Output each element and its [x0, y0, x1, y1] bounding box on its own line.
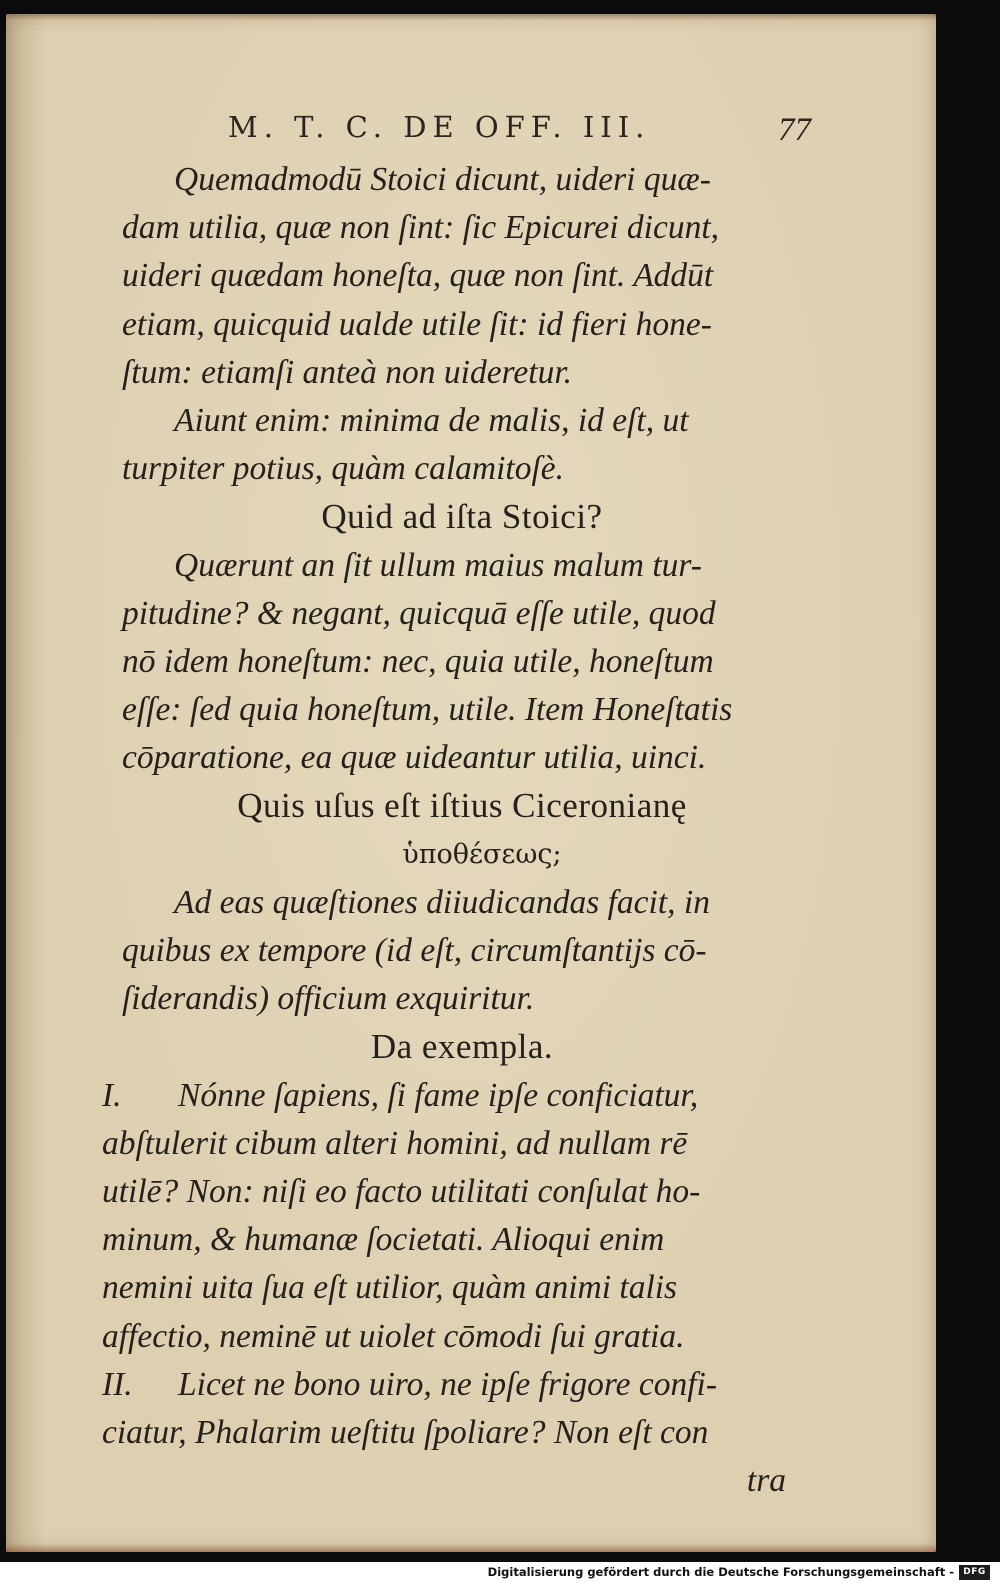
text-line: Ad eas quæſtiones diiudicandas facit, in	[174, 883, 710, 921]
text-line: pitudine? & negant, quicquā eſſe utile, quod	[122, 594, 716, 632]
question-heading: Quid ad iſta Stoici?	[321, 497, 603, 537]
text-line: Aiunt enim: minima de malis, id eſt, ut	[174, 401, 689, 439]
question-heading: Da exempla.	[370, 1027, 554, 1067]
text-line: Quærunt an ſit ullum maius malum tur-	[174, 546, 702, 584]
text-line: ſtum: etiamſi anteà non uideretur.	[122, 353, 573, 391]
text-line: cōparatione, ea quæ uideantur utilia, uinci.	[122, 739, 707, 777]
text-line: utilē? Non: niſi eo facto utilitati conſulat ho-	[102, 1172, 701, 1210]
page-edge-top	[6, 14, 936, 20]
text-line: quibus ex tempore (id eſt, circumſtantijs cō-	[122, 932, 707, 969]
text-line: affectio, neminē ut uiolet cōmodi ſui gratia.	[102, 1317, 685, 1355]
running-head: M. T. C. DE OFF. III.	[228, 110, 651, 144]
digitization-footer	[0, 1562, 1000, 1583]
text-line	[102, 1072, 822, 1120]
greek-word: ὑποθέσεως;	[402, 838, 562, 870]
catchword: tra	[746, 1462, 786, 1500]
section-numeral: I.	[102, 1076, 122, 1114]
page-edge-bottom	[6, 1544, 936, 1552]
text-line: nō idem honeſtum: nec, quia utile, honeſtum	[122, 642, 714, 680]
footer-credit: Digitalisierung gefördert durch die Deutsche Forschungsgemeinschaft -	[487, 1565, 954, 1579]
book-page	[6, 14, 936, 1552]
text-line: minum, & humanæ ſocietati. Alioqui enim	[102, 1221, 665, 1259]
text-line	[102, 1361, 822, 1409]
text-line: Quemadmodū Stoici dicunt, uideri quæ-	[174, 161, 711, 198]
text-line: ſiderandis) officium exquiritur.	[122, 980, 535, 1018]
text-line-content: Nónne ſapiens, ſi fame ipſe conficiatur,	[178, 1076, 699, 1114]
section-numeral: II.	[102, 1365, 133, 1403]
text-line: eſſe: ſed quia honeſtum, utile. Item Honeſtatis	[122, 691, 733, 729]
text-line: etiam, quicquid ualde utile ſit: id fieri hone-	[122, 305, 712, 343]
text-line: dam utilia, quæ non ſint: ſic Epicurei dicunt,	[122, 209, 720, 247]
text-line-content: Licet ne bono uiro, ne ipſe frigore confi-	[178, 1365, 718, 1403]
page-number: 77	[778, 112, 811, 148]
text-block	[102, 156, 822, 1505]
question-heading: Quis uſus eſt iſtius Ciceronianę	[237, 786, 687, 826]
text-line: ciatur, Phalarim ueſtitu ſpoliare? Non eſt con	[102, 1413, 709, 1451]
dfg-logo: DFG	[959, 1565, 990, 1580]
text-line: abſtulerit cibum alteri homini, ad nullam rē	[102, 1124, 688, 1162]
text-line: turpiter potius, quàm calamitoſè.	[122, 450, 564, 488]
text-line: uideri quædam honeſta, quæ non ſint. Addūt	[122, 257, 714, 295]
text-line: nemini uita ſua eſt utilior, quàm animi talis	[102, 1269, 678, 1307]
